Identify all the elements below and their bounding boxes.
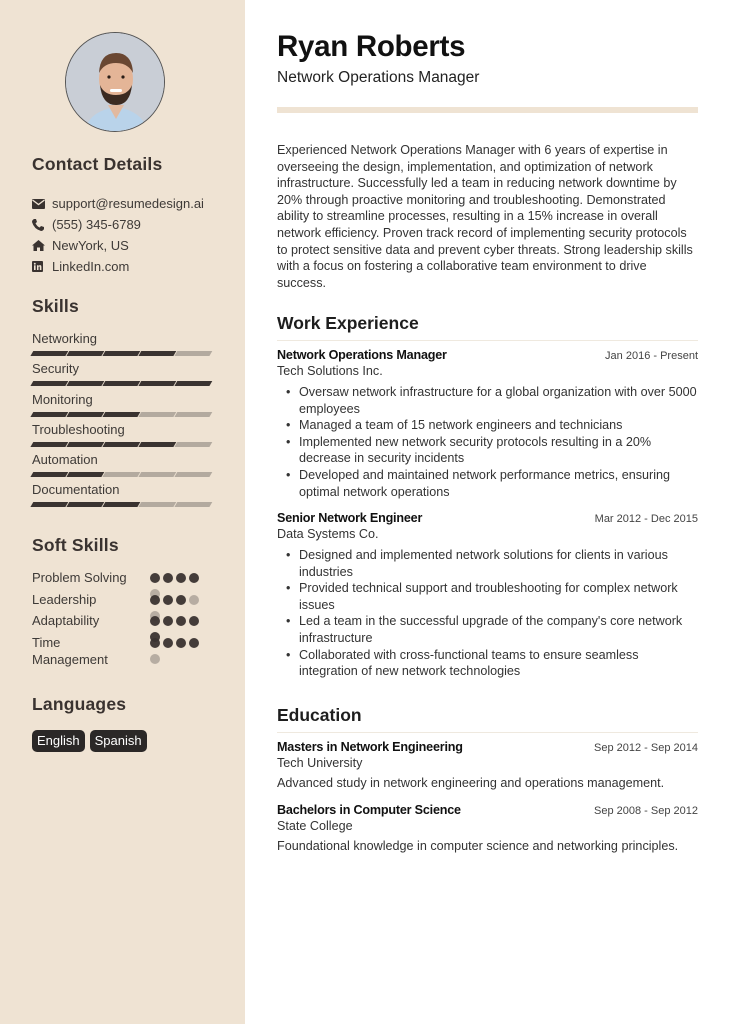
skill-bar-segment [175, 381, 212, 386]
skill-bar-segment [139, 381, 176, 386]
profile-photo-icon [66, 33, 165, 132]
phone-icon [32, 219, 52, 231]
skill-bar-segment [67, 351, 104, 356]
degree-title: Masters in Network Engineering [277, 740, 463, 754]
skill-level-bar [32, 381, 212, 386]
education-description: Advanced study in network engineering and operations management. [277, 776, 665, 790]
job-bullet: • Provided technical support and troubleshooting for complex network issues [286, 580, 698, 613]
experience-entry [277, 511, 698, 680]
skill-bar-segment [103, 381, 140, 386]
language-badge: Spanish [90, 730, 147, 752]
skill-item [32, 392, 212, 422]
contact-linkedin-text: LinkedIn.com [52, 259, 130, 274]
skill-bar-segment [31, 502, 68, 507]
job-bullets [277, 384, 698, 500]
linkedin-icon [32, 261, 52, 272]
contact-location [32, 235, 204, 256]
skill-bar-segment [103, 472, 140, 477]
skill-bar-segment [67, 472, 104, 477]
skill-bar-segment [67, 381, 104, 386]
envelope-icon [32, 199, 52, 209]
job-bullet: • Collaborated with cross-functional teams to ensure seamless integration of new network technologies [286, 647, 698, 680]
skill-item [32, 452, 212, 482]
skill-name: Troubleshooting [32, 421, 125, 437]
job-bullets [277, 547, 698, 680]
soft-skill-dot [150, 595, 160, 605]
skill-bar-segment [175, 472, 212, 477]
skill-level-bar [32, 502, 212, 507]
skill-bar-segment [175, 412, 212, 417]
soft-skill-dots [150, 638, 202, 664]
candidate-title: Network Operations Manager [277, 69, 480, 86]
job-dates: Mar 2012 - Dec 2015 [594, 513, 698, 525]
skill-bar-segment [103, 412, 140, 417]
skills-heading: Skills [32, 296, 79, 316]
skill-item [32, 331, 212, 361]
education-dates: Sep 2012 - Sep 2014 [594, 742, 698, 754]
job-bullet: • Managed a team of 15 network engineers and technicians [286, 417, 698, 434]
skill-item [32, 361, 212, 391]
skill-name: Security [32, 361, 79, 377]
languages-heading: Languages [32, 694, 127, 714]
soft-skill-dot [189, 638, 199, 648]
skill-bar-segment [103, 442, 140, 447]
contact-list [32, 193, 204, 277]
skill-level-bar [32, 442, 212, 447]
soft-skill-dot [189, 595, 199, 605]
soft-skill-dot [150, 638, 160, 648]
company-name: Data Systems Co. [277, 527, 379, 541]
job-bullet: • Implemented new network security protocols resulting in a 20% decrease in security incidents [286, 434, 698, 467]
skill-bar-segment [175, 502, 212, 507]
contact-email-text: support@resumedesign.ai [52, 196, 204, 211]
education-entry [277, 740, 698, 790]
education-description: Foundational knowledge in computer science and networking principles. [277, 839, 679, 853]
skill-bar-segment [139, 351, 176, 356]
job-bullet: • Oversaw network infrastructure for a global organization with over 5000 employees [286, 384, 698, 417]
skill-name: Automation [32, 452, 98, 468]
education-heading: Education [277, 705, 698, 733]
soft-skill-dot [150, 573, 160, 583]
languages-list [32, 730, 147, 752]
soft-skill-item [32, 591, 142, 613]
skill-bar-segment [103, 351, 140, 356]
degree-title: Bachelors in Computer Science [277, 803, 461, 817]
work-experience-heading: Work Experience [277, 313, 698, 341]
soft-skill-name: Time Management [32, 634, 108, 667]
job-title: Senior Network Engineer [277, 511, 423, 525]
language-badge: English [32, 730, 85, 752]
job-bullet: • Led a team in the successful upgrade of the company's core network infrastructure [286, 613, 698, 646]
skill-bar-segment [67, 442, 104, 447]
skill-bar-segment [139, 442, 176, 447]
contact-linkedin[interactable] [32, 256, 204, 277]
soft-skill-item [32, 634, 142, 668]
skill-level-bar [32, 412, 212, 417]
contact-phone[interactable] [32, 214, 204, 235]
skills-list [32, 331, 212, 513]
soft-skills-heading: Soft Skills [32, 535, 119, 555]
education-dates: Sep 2008 - Sep 2012 [594, 805, 698, 817]
skill-bar-segment [67, 412, 104, 417]
soft-skill-item [32, 569, 142, 591]
skill-bar-segment [31, 442, 68, 447]
avatar [65, 32, 165, 132]
skill-bar-segment [139, 502, 176, 507]
soft-skill-item [32, 612, 142, 634]
skill-name: Documentation [32, 482, 120, 498]
skill-name: Monitoring [32, 391, 93, 407]
skill-item [32, 482, 212, 512]
skill-name: Networking [32, 331, 98, 346]
soft-skill-dot [176, 573, 186, 583]
soft-skill-dot [163, 573, 173, 583]
skill-item [32, 422, 212, 452]
school-name: Tech University [277, 756, 363, 770]
soft-skill-dot [176, 638, 186, 648]
soft-skills-list [32, 569, 142, 668]
job-title: Network Operations Manager [277, 348, 447, 362]
education-entry [277, 803, 698, 853]
skill-bar-segment [175, 351, 212, 356]
skill-level-bar [32, 351, 212, 356]
soft-skill-dot [150, 654, 160, 664]
company-name: Tech Solutions Inc. [277, 364, 383, 378]
skill-bar-segment [139, 472, 176, 477]
experience-entry [277, 348, 698, 500]
contact-phone-text: (555) 345-6789 [52, 217, 141, 232]
contact-heading: Contact Details [32, 154, 163, 174]
soft-skill-dot [189, 616, 199, 626]
skill-bar-segment [31, 412, 68, 417]
soft-skill-dot [176, 595, 186, 605]
skill-bar-segment [31, 351, 68, 356]
job-bullet: • Developed and maintained network performance metrics, ensuring optimal network operations [286, 467, 698, 500]
sidebar [0, 0, 245, 1024]
soft-skill-name: Adaptability [32, 613, 100, 628]
skill-bar-segment [175, 442, 212, 447]
skill-bar-segment [139, 412, 176, 417]
contact-email[interactable] [32, 193, 204, 214]
soft-skill-dot [150, 616, 160, 626]
skill-level-bar [32, 472, 212, 477]
skill-bar-segment [31, 472, 68, 477]
school-name: State College [277, 819, 353, 833]
job-bullet: • Designed and implemented network solutions for clients in various industries [286, 547, 698, 580]
soft-skill-name: Leadership [32, 591, 97, 607]
profile-summary: Experienced Network Operations Manager with 6 years of expertise in overseeing the design, implementation, and optimization of network infrastructure. Successfully led a team in reducing network downtime by 20% through proactive monitoring and troubleshooting. Demonstrated ability to streamline processes, resulting in a 15% increase in overall network efficiency. Proven track record of implementing security protocols to protect sensitive data and prevent cyber threats. Strong leadership skills with a focus on fostering a collaborative team environment to drive success. [277, 143, 693, 290]
candidate-name: Ryan Roberts [277, 30, 466, 63]
header-divider [277, 107, 698, 113]
soft-skill-dot [189, 573, 199, 583]
skill-bar-segment [103, 502, 140, 507]
soft-skill-dot [163, 616, 173, 626]
soft-skill-dot [176, 616, 186, 626]
job-dates: Jan 2016 - Present [605, 350, 698, 362]
home-icon [32, 240, 52, 251]
skill-bar-segment [67, 502, 104, 507]
soft-skill-name: Problem Solving [32, 570, 127, 585]
soft-skill-dot [163, 595, 173, 605]
soft-skill-dot [163, 638, 173, 648]
skill-bar-segment [31, 381, 68, 386]
contact-location-text: NewYork, US [52, 238, 129, 253]
